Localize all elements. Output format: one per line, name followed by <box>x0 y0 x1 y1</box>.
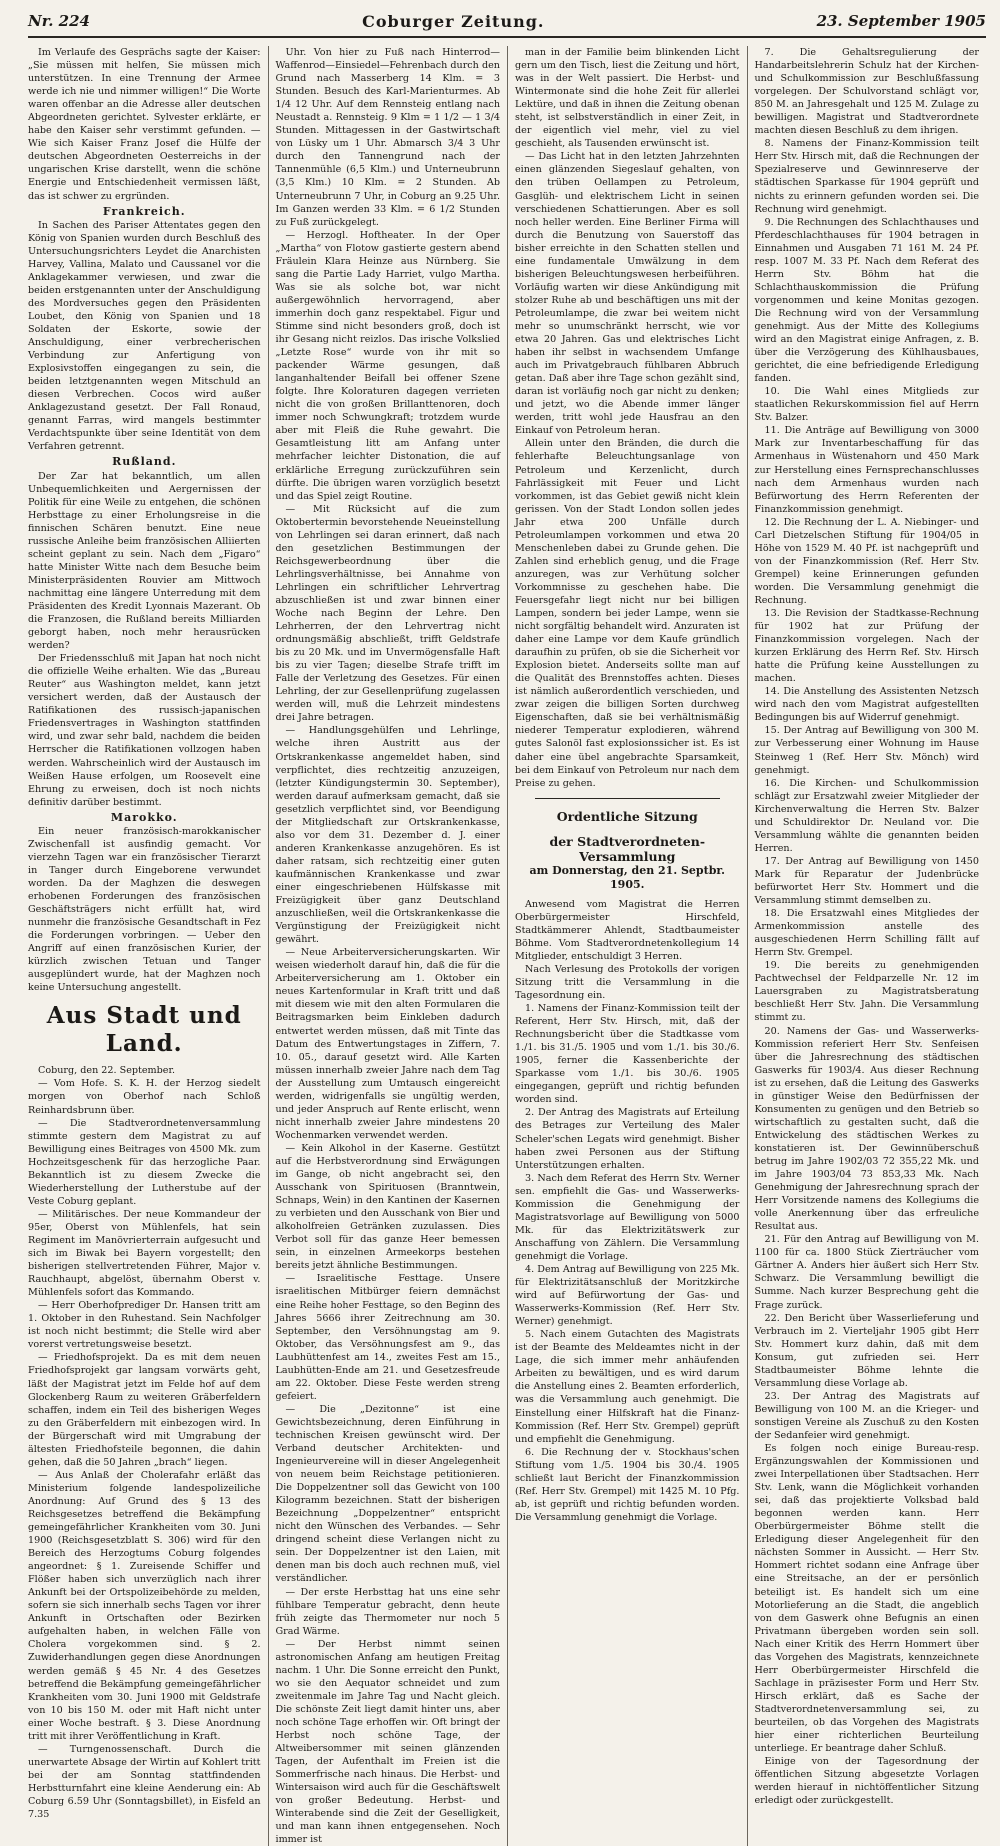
article-paragraph: — Turngenossenschaft. Durch die unerwartete Absage der Wirtin auf Kohlert tritt bei der am Sonntag stattfindenden Herbstturnfahrt eine kleine Aenderung ein: Ab Coburg 6.59 Uhr (Sonntagsbillet), in Eisfeld an 7.35 <box>28 1743 261 1821</box>
section-heading: Rußland. <box>112 455 177 469</box>
article-paragraph: 7. Die Gehaltsregulierung der Handarbeitslehrerin Schulz hat der Kirchen- und Schulkommission zur Beschlußfassung vorgelegen. Der Schulvorstand schlägt vor, 850 M. an Jahresgehalt und 125 M. Zulage zu bewilligen. Magistrat und Stadtverordnete machten diesen Beschluß zu dem ihrigen. <box>754 47 979 137</box>
section-heading: Marokko. <box>110 810 178 824</box>
article-paragraph: Coburg, den 22. September. <box>38 1065 176 1077</box>
article-paragraph: — Mit Rücksicht auf die zum Oktobertermin bevorstehende Neueinstellung von Lehrlingen sei daran erinnert, daß nach den gesetzlichen Bestimmungen der Reichsgewerbeordnung über die Lehrlingsverhältnisse, bei Annahme von Lehrlingen ein schriftlicher Lehrvertrag abzuschließen ist und zwar binnen einer Woche nach Beginn der Lehre. Den Lehrherren, der den Lehrvertrag nicht ordnungsmäßig abschließt, trifft Geldstrafe bis zu 20 Mk. und im Unvermögensfalle Haft bis zu vier Tagen; dieselbe Strafe trifft im Falle der Verletzung des Gesetzes. Für einen Lehrling, der zur Gesellenprüfung zugelassen werden will, muß die Lehrzeit mindestens drei Jahre betragen. <box>275 503 500 724</box>
article-paragraph: — Neue Arbeiterversicherungskarten. Wir weisen wiederholt darauf hin, daß die für die Arbeiterversicherung am 1. Oktober ein neues Kartenformular in Kraft tritt und daß mit diesem wie mit den alten Formularen die Beitragsmarken beim Einkleben dadurch entwertet werden müssen, daß mit Tinte das Datum des Entwertungstages in Ziffern, 7. 10. 05., darauf gesetzt wird. Alle Karten müssen innerhalb zweier Jahre nach dem Tag der Ausstellung zum Umtausch eingereicht werden, widrigenfalls sie ungültig werden, und jeder Anspruch auf Rente erlischt, wenn nicht innerhalb zweier Jahre mindestens 20 Wochenmarken verwendet werden. <box>275 947 500 1141</box>
article-paragraph: 21. Für den Antrag auf Bewilligung von M. 1100 für ca. 1800 Stück Zierträucher vom Gärtner A. Anders hier äußert sich Herr Stv. Schwarz. Die Versammlung bewilligt die Summe. Nach kurzer Besprechung geht die Frage zurück. <box>754 1234 979 1311</box>
article-paragraph: In Sachen des Pariser Attentates gegen den König von Spanien wurden durch Beschluß des Untersuchungsrichters Leydet die Anarchisten Harvey, Vallina, Malato und Caussanel vor die Anklagekammer verwiesen, und zwar die beiden erstgenannten unter der Anschuldigung des Mordversuches gegen den Präsidenten Loubet, den König von Spanien und 18 Soldaten der Eskorte, sowie der Anschuldigung, einer verbrecherischen Verbindung zur Anfertigung von Explosivstoffen eingegangen zu sein, die beiden letztgenannten wegen Mitschuld an diesen Verbrechen. Cocos wird außer Anklagezustand gesetzt. Der Fall Ronaud, genannt Farras, wird mangels bestimmter Verdachtspunkte über seine Identität von dem Verfahren getrennt. <box>28 219 261 453</box>
article-paragraph: Einige von der Tagesordnung der öffentlichen Sitzung abgesetzte Vorlagen werden hierauf in nichtöffentlicher Sitzung erledigt oder zurückgestellt. <box>754 1756 979 1807</box>
article-paragraph: Ein neuer französisch-marokkanischer Zwischenfall ist ausfindig gemacht. Vor vierzehn Tagen war ein französischer Tierarzt in Tanger durch Eingeborene verwundet worden. Da der Maghzen die deswegen erhobenen Forderungen des französischen Geschäftsträgers nicht erfüllt hat, wird nunmehr die französische Gesandtschaft in Fez die Forderungen vorbringen. — Ueber den Angriff auf einen französischen Kurier, der kürzlich zwischen Tetuan und Tanger ausgeplündert wurde, hat der Maghzen noch keine Untersuchung angestellt. <box>28 825 261 994</box>
section-divider <box>535 798 720 799</box>
article-paragraph: 4. Dem Antrag auf Bewilligung von 225 Mk. für Elektrizitätsanschluß der Moritzkirche wird auf Befürwortung der Gas- und Wasserwerks-Kommission (Ref. Herr Stv. Werner) genehmigt. <box>515 1263 740 1328</box>
article-paragraph: 13. Die Revision der Stadtkasse-Rechnung für 1902 hat zur Prüfung der Finanzkommission vorgelegen. Nach der kurzen Erklärung des Herrn Ref. Stv. Hirsch hatte die Prüfung keine Ausstellungen zu machen. <box>754 608 979 685</box>
article-paragraph: — Aus Anlaß der Cholerafahr erläßt das Ministerium folgende landespolizeiliche Anordnung: Auf Grund des § 13 des Reichsgesetzes betreffend die Bekämpfung gemeingefährlicher Krankheiten vom 30. Juni 1900 (Reichsgesetzblatt S. 306) wird für den Bereich des Herzogtums Coburg folgendes angeordnet: § 1. Zureisende Schiffer und Flößer haben sich unverzüglich nach ihrer Ankunft bei der Ortspolizeibehörde zu melden, sofern sie sich innerhalb sechs Tagen vor ihrer Ankunft in Ortschaften oder Bezirken aufgehalten haben, in welchen Fälle von Cholera vorgekommen sind. § 2. Zuwiderhandlungen gegen diese Anordnungen werden gemäß § 45 Nr. 4 des Gesetzes betreffend die Bekämpfung gemeingefährlicher Krankheiten vom 30. Juni 1900 mit Geldstrafe von 10 bis 150 M. oder mit Haft nicht unter einer Woche bestraft. § 3. Diese Anordnung tritt mit ihrer Veröffentlichung in Kraft. <box>28 1469 261 1742</box>
masthead <box>28 6 986 38</box>
article-paragraph: 15. Der Antrag auf Bewilligung von 300 M. zur Verbesserung einer Wohnung im Hause Steinweg 1 (Ref. Herr Stv. Mönch) wird genehmigt. <box>754 725 979 776</box>
article-paragraph: Der Friedensschluß mit Japan hat noch nicht die offizielle Weihe erhalten. Wie das „Bureau Reuter“ aus Washington meldet, kann jetzt versichert werden, daß der Austausch der Ratifikationen des russisch-japanischen Friedensvertrages in Washington stattfinden wird, und zwar sehr bald, nachdem die beiden Herrscher die Ratifikationen vollzogen haben werden. Wahrscheinlich wird der Austausch im Weißen Hause erfolgen, um Roosevelt eine Ehrung zu erweisen, doch ist noch nichts definitiv darüber bestimmt. <box>28 653 261 808</box>
article-paragraph: — Vom Hofe. S. K. H. der Herzog siedelt morgen von Oberhof nach Schloß Reinhardsbrunn über. <box>28 1078 261 1116</box>
article-paragraph: Anwesend vom Magistrat die Herren Oberbürgermeister Hirschfeld, Stadtkämmerer Ahlendt, Stadtbaumeister Böhme. Vom Stadtverordnetenkollegium 14 Mitglieder, entschuldigt 3 Herren. <box>515 898 740 962</box>
article-paragraph: — Kein Alkohol in der Kaserne. Gestützt auf die Herbstverordnung sind Erwägungen im Gange, ob nicht angebracht sei, den Ausschank von Spirituosen (Branntwein, Schnaps, Wein) in den Kantinen der Kasernen zu verbieten und den Ausschank von Bier und alkoholfreien Getränken zuzulassen. Dies Verbot soll für das ganze Heer bemessen sein, in einzelnen Armeekorps bestehen bereits jetzt ähnliche Bestimmungen. <box>275 1142 500 1272</box>
article-paragraph: 12. Die Rechnung der L. A. Niebinger- und Carl Dietzelschen Stiftung für 1904/05 in Höhe von 1529 M. 40 Pf. ist nachgeprüft und von der Finanzkommission (Ref. Herr Stv. Grempel) keine Erinnerungen gefunden worden. Die Versammlung genehmigt die Rechnung. <box>754 516 979 606</box>
article-paragraph: 9. Die Rechnungen des Schlachthauses und Pferdeschlachthauses für 1904 betragen in Einnahmen und Ausgaben 71 161 M. 24 Pf. resp. 1007 M. 33 Pf. Nach dem Referat des Herrn Stv. Böhm hat die Schlachthauskommission die Prüfung vorgenommen und keine Monitas gezogen. Die Rechnung wird von der Versammlung genehmigt. Aus der Mitte des Kollegiums wird an den Magistrat einige Anfragen, z. B. über die Verzögerung des Kühlhausbaues, gerichtet, die eine befriedigende Erledigung fanden. <box>754 216 979 385</box>
article-paragraph: Der Zar hat bekanntlich, um allen Unbequemlichkeiten und Aergernissen der Politik für eine Weile zu entgehen, die schönen Herbsttage zu einer Erholungsreise in die finnischen Schären benutzt. Eine neue russische Anleihe beim französischen Alliierten scheint geplant zu sein. Nach dem „Figaro“ hatte Minister Witte nach dem Besuche beim Ministerpräsidenten Rouvier am Mittwoch nachmittag eine längere Unterredung mit dem Präsidenten des Kredit Lyonnais Mazerant. Ob die Franzosen, die Rußland bereits Milliarden geborgt haben, noch mehr herausrücken werden? <box>28 470 261 652</box>
article-paragraph: — Der Herbst nimmt seinen astronomischen Anfang am heutigen Freitag nachm. 1 Uhr. Die Sonne erreicht den Punkt, wo sie den Aequator schneidet und zum zweitenmale im Jahre Tag und Nacht gleich. Die schönste Zeit liegt damit hinter uns, aber noch schöne Tage erhoffen wir. Oft bringt der Herbst noch schöne Tage, der Altweibersommer mit seinen glänzenden Tagen, der Aufenthalt im Freien ist die Sommerfrische nach hinaus. Die Herbst- und Wintersaison wird auch für die Geschäftswelt von großer Bedeutung. Herbst- und Winterabende sind die Zeit der Geselligkeit, und man kann ihnen entgegensehen. Noch immer ist <box>275 1638 500 1846</box>
article-paragraph: 10. Die Wahl eines Mitglieds zur staatlichen Rekurskommission fiel auf Herrn Stv. Balzer. <box>754 386 979 424</box>
issue-number: Nr. 224 <box>28 12 90 30</box>
article-paragraph: — Herzogl. Hoftheater. In der Oper „Martha“ von Flotow gastierte gestern abend Fräulein Klara Heinze aus Nürnberg. Sie sang die Partie Lady Harriet, vulgo Martha. Was sie als solche bot, war nicht außergewöhnlich hervorragend, aber immerhin doch ganz respektabel. Figur und Stimme sind nicht besonders groß, doch ist ihr Gesang nicht reizlos. Das irische Volkslied „Letzte Rose“ wurde von ihr mit so packender Wärme gesungen, daß langanhaltender Beifall bei offener Szene folgte. Ihre Koloraturen dagegen verrieten nicht die von großen Brillanttenoren, doch immer noch Schwungkraft; trotzdem wurde aber mit Fleiß die Ruhe gewahrt. Die Gesamtleistung litt am Anfang unter mehrfacher leichter Distonation, die auf erklärliche Erregung zurückzuführen sein dürfte. Die übrigen waren vorzüglich besetzt und das Spiel zeigt Routine. <box>275 229 500 502</box>
article-paragraph: — Die „Dezitonne“ ist eine Gewichtsbezeichnung, deren Einführung in technischen Kreisen gewünscht wird. Der Verband deutscher Architekten- und Ingenieurvereine will in dieser Angelegenheit von neuem beim Reichstage petitionieren. Die Doppelzentner soll das Gewicht von 100 Kilogramm bezeichnen. Statt der bisherigen Bezeichnung „Doppelzentner“ entspricht nicht den Wünschen des Verbandes. — Sehr dringend scheint diese Verlangen nicht zu sein. Der Doppelzentner ist den Laien, mit denen man bis doch auch rechnen muß, viel verständlicher. <box>275 1403 500 1585</box>
article-paragraph: 20. Namens der Gas- und Wasserwerks-Kommission referiert Herr Stv. Senfeisen über die Jahresrechnung des städtischen Gaswerks für 1903/4. Aus dieser Rechnung ist zu ersehen, daß die Leitung des Gaswerks in günstiger Weise den Bedürfnissen der Konsumenten zu genügen und den Betrieb so wirtschaftlich zu gestalten sucht, daß die Entwickelung des städtischen Werkes zu konstatieren ist. Der Gewinnüberschuß betrug im Jahre 1902/03 72 355,22 Mk. und im Jahre 1903/04 73 853,33 Mk. Nach Genehmigung der Jahresrechnung sprach der Herr Vorsitzende namens des Kollegiums die volle Anerkennung über das erfreuliche Resultat aus. <box>754 1025 979 1233</box>
article-paragraph: 23. Der Antrag des Magistrats auf Bewilligung von 100 M. an die Krieger- und sonstigen Vereine als Zuschuß zu den Kosten der Sedanfeier wird genehmigt. <box>754 1390 979 1441</box>
article-paragraph: — Die Stadtverordnetenversammlung stimmte gestern dem Magistrat zu auf Bewilligung eines Beitrages von 4500 Mk. zum Hochzeitsgeschenk für das herzogliche Paar. Bekanntlich ist zu diesem Zwecke die Wiederherstellung der Lutherstube auf der Veste Coburg geplant. <box>28 1117 261 1207</box>
section-heading: Frankreich. <box>102 204 186 218</box>
newspaper-title: Coburger Zeitung. <box>362 11 545 31</box>
columns <box>28 46 986 1846</box>
article-paragraph: — Militärisches. Der neue Kommandeur der 95er, Oberst von Mühlenfels, hat sein Regiment im Manövrierterrain aufgesucht und sich im Biwak bei Bayern vorgestellt; den bisherigen stellvertretenden Führer, Major v. Rauchhaupt, abgelöst, übernahm Oberst v. Mühlenfels sofort das Kommando. <box>28 1208 261 1299</box>
section-banner-heading: Aus Stadt und Land. <box>46 1002 242 1058</box>
article-paragraph: 1. Namens der Finanz-Kommission teilt der Referent, Herr Stv. Hirsch, mit, daß der Rechnungsbericht über die Stadtkasse vom 1./1. bis 31./5. 1905 und vom 1./1. bis 30./6. 1905, ferner die Kassenberichte der Sparkasse vom 1./1. bis 30./6. 1905 eingegangen, geprüft und richtig befunden worden sind. <box>515 1003 740 1106</box>
article-paragraph: — Israelitische Festtage. Unsere israelitischen Mitbürger feiern demnächst eine Reihe hoher Festtage, so den Beginn des Jahres 5666 ihrer Zeitrechnung am 30. September, den Versöhnungstag am 9. Oktober, das Versöhnungsfest am 9., das Laubhüttenfest am 14., zweites Fest am 15., Laubhütten-Ende am 21. und Gesetzesfreude am 22. Oktober. Diese Feste werden streng gefeiert. <box>275 1273 500 1402</box>
report-heading: Ordentliche Sitzung <box>556 808 698 824</box>
article-paragraph: Nach Verlesung des Protokolls der vorigen Sitzung tritt die Versammlung in die Tagesordnung ein. <box>515 963 740 1001</box>
article-paragraph: 3. Nach dem Referat des Herrn Stv. Werner sen. empfiehlt die Gas- und Wasserwerks-Kommission die Genehmigung der Magistratsvorlage auf Bewilligung von 5000 Mk. für das Elektrizitätswerk zur Anschaffung von Zählern. Die Versammlung genehmigt die Vorlage. <box>515 1172 740 1262</box>
article-paragraph: man in der Familie beim blinkenden Licht gern um den Tisch, liest die Zeitung und hört, was in der Welt passiert. Die Herbst- und Wintermonate sind die hohe Zeit für allerlei Lektüre, und daß in ihnen die Zeitung obenan steht, ist selbstverständlich in einer Zeit, in der eigentlich viel mehr, viel zu viel geschieht, als Tausenden erwünscht ist. <box>515 47 740 150</box>
article-paragraph: 11. Die Anträge auf Bewilligung von 3000 Mark zur Inventarbeschaffung für das Armenhaus in Wüstenahorn und 450 Mark zur Herstellung eines Fernsprechanschlusses nach dem Armenhaus wurden nach Befürwortung des Herrn Referenten der Finanzkommission genehmigt. <box>754 425 979 515</box>
article-paragraph: — Herr Oberhofprediger Dr. Hansen tritt am 1. Oktober in den Ruhestand. Sein Nachfolger ist noch nicht bestimmt; die Stelle wird aber vorerst vertretungsweise besetzt. <box>28 1300 261 1351</box>
report-date-heading: am Donnerstag, den 21. Septbr. 1905. <box>529 863 726 891</box>
article-paragraph: — Handlungsgehülfen und Lehrlinge, welche ihren Austritt aus der Ortskrankenkasse angemeldet haben, sind verpflichtet, dies rechtzeitig anzuzeigen, (letzter Kündigungstermin 30. September), werden darauf aufmerksam gemacht, daß sie gesetzlich verpflichtet sind, vor Beendigung der Mitgliedschaft zur Ortskrankenkasse, also vor dem 31. Dezember d. J. einer anderen Krankenkasse anzugehören. Es ist daher ratsam, sich rechtzeitig einer guten kaufmännischen Krankenkasse und zwar einer eingeschriebenen Hülfskasse mit Freizügigkeit über ganz Deutschland anzuschließen, weil die Ortskrankenkasse die Vergünstigung der Freizügigkeit nicht gewährt. <box>275 725 500 946</box>
article-paragraph: Allein unter den Bränden, die durch die fehlerhafte Beleuchtungsanlage von Petroleum und Kerzenlicht, durch Fahrlässigkeit mit Feuer und Licht vorkommen, ist das Gebiet gewiß nicht klein gerissen. Von der Stadt London sollen jedes Jahr etwa 200 Unfälle durch Petroleumlampen vorkommen und etwa 20 Menschenleben dabei zu Grunde gehen. Die Zahlen sind erheblich genug, und die Frage anzuregen, was zur Verhütung solcher Vorkommnisse zu geschehen habe. Die Feuersgefahr liegt nicht nur bei billigen Lampen, sondern bei jeder Lampe, wenn sie nicht sorgfältig behandelt wird. Anzuraten ist daher eine Lampe vor dem Kaufe gründlich daraufhin zu prüfen, ob sie die Sicherheit vor Explosion bietet. Anderseits sollte man auf die Qualität des Brennstoffes achten. Dieses ist nämlich außerordentlich verschieden, und zwar zeigen die billigen Sorten durchweg Eigenschaften, daß sie bei verhältnismäßig niederer Temperatur explodieren, während gutes Salonöl fast explosionssicher ist. Es ist daher eine übel angebrachte Sparsamkeit, bei dem Einkauf von Petroleum nur nach dem Preise zu gehen. <box>515 438 740 789</box>
column-4 <box>747 46 987 1846</box>
article-paragraph: 8. Namens der Finanz-Kommission teilt Herr Stv. Hirsch mit, daß die Rechnungen der Spezialreserve und Gewinnreserve der städtischen Sparkasse für 1904 geprüft und nichts zu erinnern gefunden worden sei. Die Rechnung wird genehmigt. <box>754 138 979 215</box>
column-1 <box>28 46 268 1846</box>
article-paragraph: — Friedhofsprojekt. Da es mit dem neuen Friedhofsprojekt gar langsam vorwärts geht, läßt der Magistrat jetzt im Felde hof auf dem Glockenberg Raum zu weiteren Gräberfeldern schaffen, indem ein Teil des bisherigen Weges zu den Gräberfeldern mit einbezogen wird. In der Bürgerschaft wird mit Umgrabung der ältesten Friedhofsteile begonnen, die dahin gehen, daß die 50 Jahren „brach“ liegen. <box>28 1352 261 1468</box>
article-paragraph: Im Verlaufe des Gesprächs sagte der Kaiser: „Sie müssen mit helfen, Sie müssen mich unterstützen. In eine Trennung der Armee werde ich nie und nimmer willigen!“ Die Worte waren offenbar an die Adresse aller deutschen Abgeordneten gerichtet. Sylvester erklärte, er habe den Kaiser sehr verstimmt gefunden. — Wie sich Kaiser Franz Josef die Hülfe der deutschen Abgeordneten Oesterreichs in der ungarischen Krise darstellt, wenn die schöne Energie und Entschiedenheit vermissen läßt, das ist schwer zu ergründen. <box>28 47 261 202</box>
column-3 <box>507 46 747 1846</box>
report-heading: der Stadtverordneten-Versammlung <box>549 833 706 864</box>
article-paragraph: 17. Der Antrag auf Bewilligung von 1450 Mark für Reparatur der Judenbrücke befürwortet Herr Stv. Hommert und die Versammlung stimmt demselben zu. <box>754 855 979 907</box>
article-paragraph: 18. Die Ersatzwahl eines Mitgliedes der Armenkommission anstelle des ausgeschiedenen Herrn Schilling fällt auf Herrn Stv. Grempel. <box>754 908 979 959</box>
article-paragraph: — Das Licht hat in den letzten Jahrzehnten einen glänzenden Siegeslauf gehalten, von den trüben Oellampen zu Petroleum, Gasglüh- und elektrischem Licht in seinen verschiedenen Schattierungen. Aber es soll noch heller werden. Eine Berliner Firma will durch die Benutzung von Sauerstoff das bisher erreichte in den Schatten stellen und eine fundamentale Umwälzung in dem bisherigen Beleuchtungswesen herbeiführen. Vorläufig warten wir diese Ankündigung mit stolzer Ruhe ab und beschäftigen uns mit der Petroleumlampe, die zwar bei weitem nicht mehr so unumschränkt herrscht, wie vor etwa 20 Jahren. Gas und elektrisches Licht haben ihr selbst in wachsendem Umfange auch im Privatgebrauch fühlbaren Abbruch getan. Daß aber ihre Tage schon gezählt sind, daran ist vorläufig noch gar nicht zu denken; und jetzt, wo die Abende immer länger werden, tritt wohl jede Hausfrau an den Einkauf von Petroleum heran. <box>515 151 740 437</box>
article-paragraph: 22. Den Bericht über Wasserlieferung und Verbrauch im 2. Vierteljahr 1905 gibt Herr Stv. Hommert kurz dahin, daß mit dem Konsum, gut zufrieden sei. Herr Stadtbaumeister Böhme lehnte die Versammlung diese Vorlage ab. <box>754 1312 979 1389</box>
issue-date: 23. September 1905 <box>816 12 986 30</box>
article-paragraph: 14. Die Anstellung des Assistenten Netzsch wird nach den vom Magistrat aufgestellten Bedingungen bis auf Widerruf genehmigt. <box>754 686 979 724</box>
article-paragraph: Es folgen noch einige Bureau-resp. Ergänzungswahlen der Kommissionen und zwei Interpellationen über Stadtsachen. Herr Stv. Lenk, wann die Möglichkeit vorhanden sei, daß das projektierte Volksbad bald begonnen werden kann. Herr Oberbürgermeister Böhme stellt die Erledigung dieser Angelegenheit für den nächsten Sommer in Aussicht. — Herr Stv. Hommert richtet sodann eine Anfrage über eine Streitsache, an der er persönlich beteiligt ist. Es handelt sich um eine Motorlieferung an die Stadt, die angeblich von dem Gaswerk ohne Befugnis an einen Privatmann übergeben worden sein soll. Nach einer Kritik des Herrn Hommert über das Vorgehen des Magistrats, kennzeichnete Herr Oberbürgermeister Hirschfeld die Sachlage in präzisester Form und Herr Stv. Hirsch erklärt, daß es Sache der Stadtverordnetenversammlung sei, zu beurteilen, ob das Vorgehen des Magistrats hier einer richterlichen Beurteilung unterliege. Er beantrage daher Schluß. <box>754 1443 979 1755</box>
article-paragraph: 19. Die bereits zu genehmigenden Pachtwechsel der Feldparzelle Nr. 12 im Lauersgraben zu Magistratsberatung beschließt Herr Stv. Jahn. Die Versammlung stimmt zu. <box>754 960 979 1024</box>
column-2 <box>268 46 508 1846</box>
article-paragraph: 2. Der Antrag des Magistrats auf Erteilung des Betrages zur Verteilung des Maler Scheler'schen Legats wird genehmigt. Bisher haben zwei Personen aus der Stiftung Unterstützungen erhalten. <box>515 1107 740 1171</box>
article-paragraph: 16. Die Kirchen- und Schulkommission schlägt zur Ersatzwahl zweier Mitglieder der Kirchenverwaltung die Herren Stv. Balzer und Schuldirektor Dr. Neuland vor. Die Versammlung wählte die genannten beiden Herren. <box>754 777 979 854</box>
article-paragraph: — Der erste Herbsttag hat uns eine sehr fühlbare Temperatur gebracht, denn heute früh zeigte das Thermometer nur noch 5 Grad Wärme. <box>275 1586 500 1637</box>
article-paragraph: 6. Die Rechnung der v. Stockhaus'schen Stiftung vom 1./5. 1904 bis 30./4. 1905 schließt laut Bericht der Finanzkommission (Ref. Herr Stv. Grempel) mit 1425 M. 10 Pfg. ab, ist geprüft und richtig befunden worden. Die Versammlung genehmigt die Vorlage. <box>515 1446 740 1523</box>
article-paragraph: Uhr. Von hier zu Fuß nach Hinterrod—Waffenrod—Einsiedel—Fehrenbach durch den Grund nach Masserberg 14 Klm. = 3 Stunden. Besuch des Karl-Marienturmes. Ab 1/4 12 Uhr. Auf dem Rennsteig entlang nach Neustadt a. Rennsteig. 9 Klm = 1 1/2 — 1 3/4 Stunden. Mittagessen in der Gastwirtschaft von Lüsky um 1 Uhr. Abmarsch 3/4 3 Uhr durch den Tannengrund nach der Tannenmühle (6,5 Klm.) und Unterneubrunn (3,5 Klm.) 10 Klm. = 2 Stunden. Ab Unterneubrunn 7 Uhr, in Coburg an 9.25 Uhr. Im Ganzen werden 33 Klm. = 6 1/2 Stunden zu Fuß zurückgelegt. <box>275 47 500 228</box>
article-paragraph: 5. Nach einem Gutachten des Magistrats ist der Beamte des Meldeamtes nicht in der Lage, die sich immer mehr anhäufenden Arbeiten zu bewältigen, und es wird darum die Anstellung eines 2. Beamten erforderlich, was die Versammlung auch genehmigt. Die Einstellung einer Hilfskraft hat die Finanz-Kommission (Ref. Herr Stv. Grempel) geprüft und empfiehlt die Genehmigung. <box>515 1329 740 1445</box>
